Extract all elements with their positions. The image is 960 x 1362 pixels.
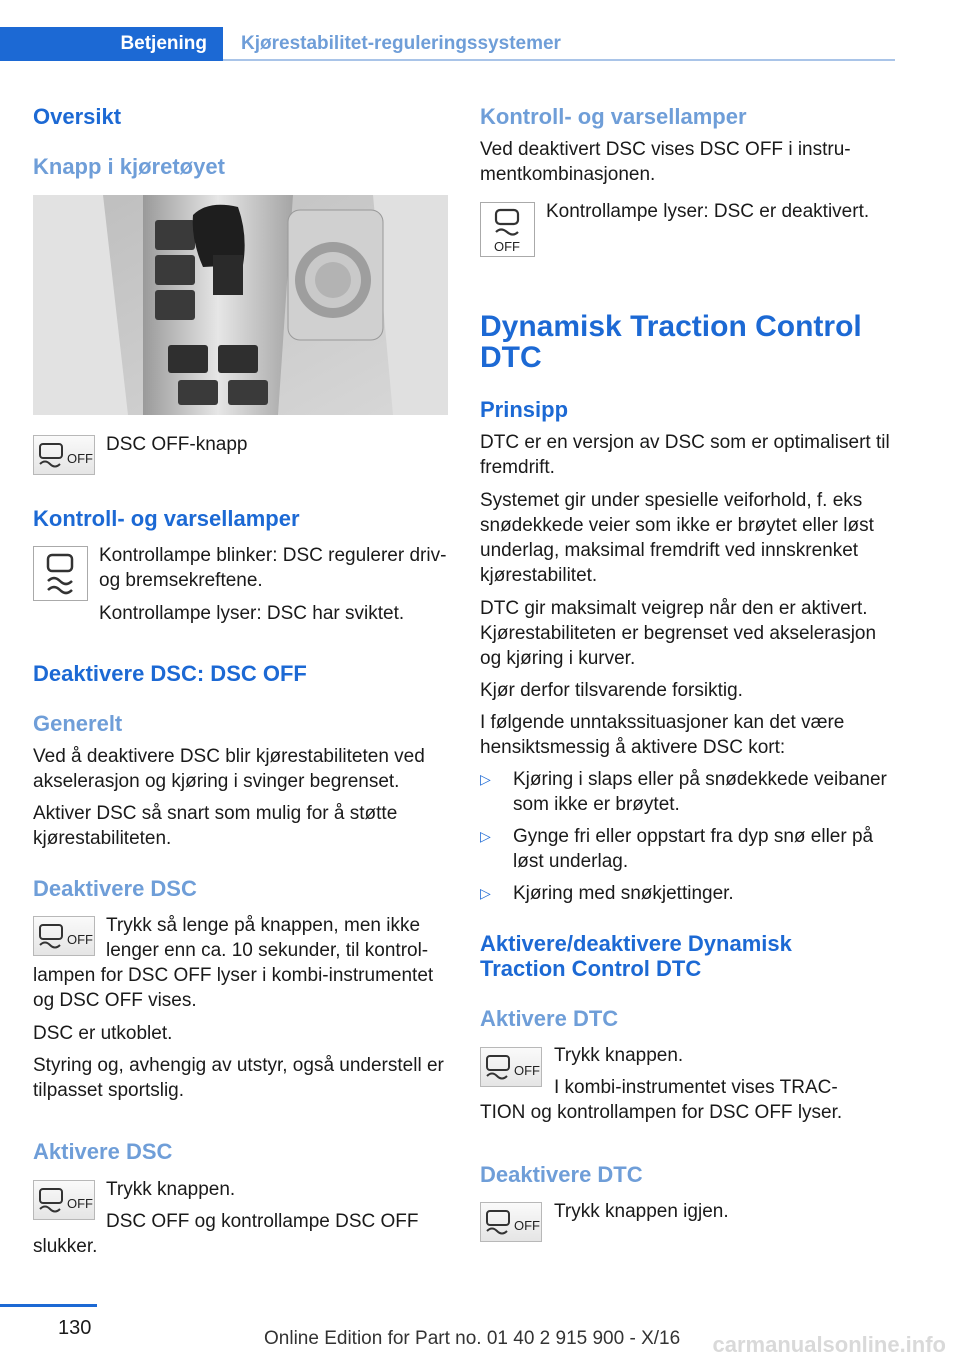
kontroll-right-p1: Ved deaktivert DSC vises DSC OFF i instrumentkombinasjonen. — [480, 139, 851, 185]
heading-deaktivere-dtc: Deaktivere DTC — [480, 1162, 643, 1187]
deaktivere-line1: Trykk så lenge på knappen, men ikke — [106, 915, 421, 936]
dsc-off-button-icon — [33, 435, 95, 475]
deaktivere-rest: lampen for DSC OFF lyser i kombi-instrumentet og DSC OFF vises. — [33, 965, 434, 1011]
aktivere-dtc-p2-line1: I kombi-instrumentet vises TRAC- — [554, 1077, 838, 1098]
prinsipp-p3: DTC gir maksimalt veigrep når den er aktivert. Kjørestabiliteten er begrenset ved akselerasjon og kjøring i kurver. — [480, 598, 877, 669]
header-tab-betjening: Betjening — [0, 27, 223, 61]
watermark-text: carmanualsonline.info — [712, 1332, 946, 1357]
heading-deaktivere-dsc: Deaktivere DSC — [33, 876, 197, 901]
kontroll-left-p1: Kontrollampe blinker: DSC regulerer driv- og bremsekreftene. — [99, 545, 447, 591]
prinsipp-p5: I følgende unntakssituasjoner kan det være hensiktsmessig å aktivere DSC kort: — [480, 712, 845, 758]
generelt-p2: Aktiver DSC så snart som mulig for å støtte kjørestabiliteten. — [33, 803, 398, 849]
deaktivere-dtc-p1: Trykk knappen igjen. — [554, 1201, 729, 1222]
prinsipp-p4: Kjør derfor tilsvarende forsiktig. — [480, 680, 743, 701]
heading-generelt: Generelt — [33, 711, 123, 736]
heading-prinsipp: Prinsipp — [480, 397, 569, 422]
dtc-off-button-icon-2 — [480, 1202, 542, 1242]
svg-text:OFF: OFF — [67, 932, 93, 947]
heading-aktivere-dtc: Aktivere DTC — [480, 1006, 619, 1031]
deaktivere-p2: DSC er utkoblet. — [33, 1023, 173, 1044]
svg-text:OFF: OFF — [514, 1063, 540, 1078]
heading-dtc — [480, 311, 895, 373]
triangle-bullet-icon: ▷ — [480, 771, 491, 787]
svg-text:OFF: OFF — [514, 1218, 540, 1233]
header-tab-section: Kjørestabilitet-reguleringssystemer — [223, 27, 895, 61]
aktivere-dsc-p2-line1: DSC OFF og kontrollampe DSC OFF — [106, 1211, 419, 1232]
kontroll-right-p2: Kontrollampe lyser: DSC er deaktivert. — [546, 201, 870, 222]
aktivere-dsc-p1: Trykk knappen. — [106, 1179, 236, 1200]
kontroll-left-p2: Kontrollampe lyser: DSC har sviktet. — [99, 603, 405, 624]
svg-text:OFF: OFF — [67, 1196, 93, 1211]
heading-aktivere-deaktivere-dtc — [480, 931, 792, 981]
aktivere-dtc-p2-line2: TION og kontrollampen for DSC OFF lyser. — [480, 1102, 843, 1123]
heading-akt-deakt-line1: Aktivere/deaktivere Dynamisk — [480, 931, 792, 956]
dsc-warning-lamp-icon — [33, 546, 88, 601]
edition-text: Online Edition for Part no. 01 40 2 915 900 - X/16 — [264, 1328, 681, 1349]
list-item-text: Kjøring med snøkjettinger. — [513, 883, 734, 904]
heading-knapp: Knapp i kjøretøyet — [33, 154, 225, 179]
triangle-bullet-icon: ▷ — [480, 885, 491, 901]
console-illustration-icon — [33, 195, 448, 415]
heading-akt-deakt-line2: Traction Control DTC — [480, 956, 702, 981]
aktivere-dsc-p2-line2: slukker. — [33, 1236, 98, 1257]
svg-text:OFF: OFF — [494, 239, 520, 254]
prinsipp-p2: Systemet gir under spesielle veiforhold, f. eks snødekkede veier som ikke er brøytet eller løst underlag, maksimal fremdrift ved innskrenket kjørestabilitet. — [480, 490, 874, 586]
deaktivere-line2: lenger enn ca. 10 sekunder, til kontrol- — [106, 940, 429, 961]
aktivere-dtc-p1: Trykk knappen. — [554, 1045, 684, 1066]
console-photo — [33, 195, 448, 415]
dsc-off-button-icon-3 — [33, 1180, 95, 1220]
heading-kontroll-right: Kontroll- og varsellamper — [480, 104, 747, 129]
dsc-off-lamp-icon — [480, 202, 535, 257]
heading-oversikt: Oversikt — [33, 104, 122, 129]
svg-text:OFF: OFF — [67, 451, 93, 466]
heading-deaktivere-dsc-off: Deaktivere DSC: DSC OFF — [33, 661, 307, 686]
page-number: 130 — [58, 1317, 92, 1339]
list-item-text: Gynge fri eller oppstart fra dyp snø eller på løst underlag. — [513, 826, 874, 872]
dtc-off-button-icon — [480, 1047, 542, 1087]
heading-dtc-line1: Dynamisk Traction Control — [480, 310, 862, 343]
deaktivere-p3: Styring og, avhengig av utstyr, også understell er tilpasset sportslig. — [33, 1055, 444, 1101]
generelt-p1: Ved å deaktivere DSC blir kjørestabiliteten ved akselerasjon og kjøring i svinger begrenset. — [33, 746, 425, 792]
list-item-text: Kjøring i slaps eller på snødekkede veibaner som ikke er brøytet. — [513, 769, 887, 815]
heading-dtc-line2: DTC — [480, 341, 542, 374]
dsc-off-knapp-label: DSC OFF-knapp — [106, 434, 248, 455]
heading-aktivere-dsc: Aktivere DSC — [33, 1139, 173, 1164]
triangle-bullet-icon: ▷ — [480, 828, 491, 844]
prinsipp-p1: DTC er en versjon av DSC som er optimalisert til fremdrift. — [480, 432, 890, 478]
heading-kontroll-left: Kontroll- og varsellamper — [33, 506, 300, 531]
dsc-off-button-icon-2 — [33, 916, 95, 956]
footer-rule — [0, 1304, 97, 1307]
